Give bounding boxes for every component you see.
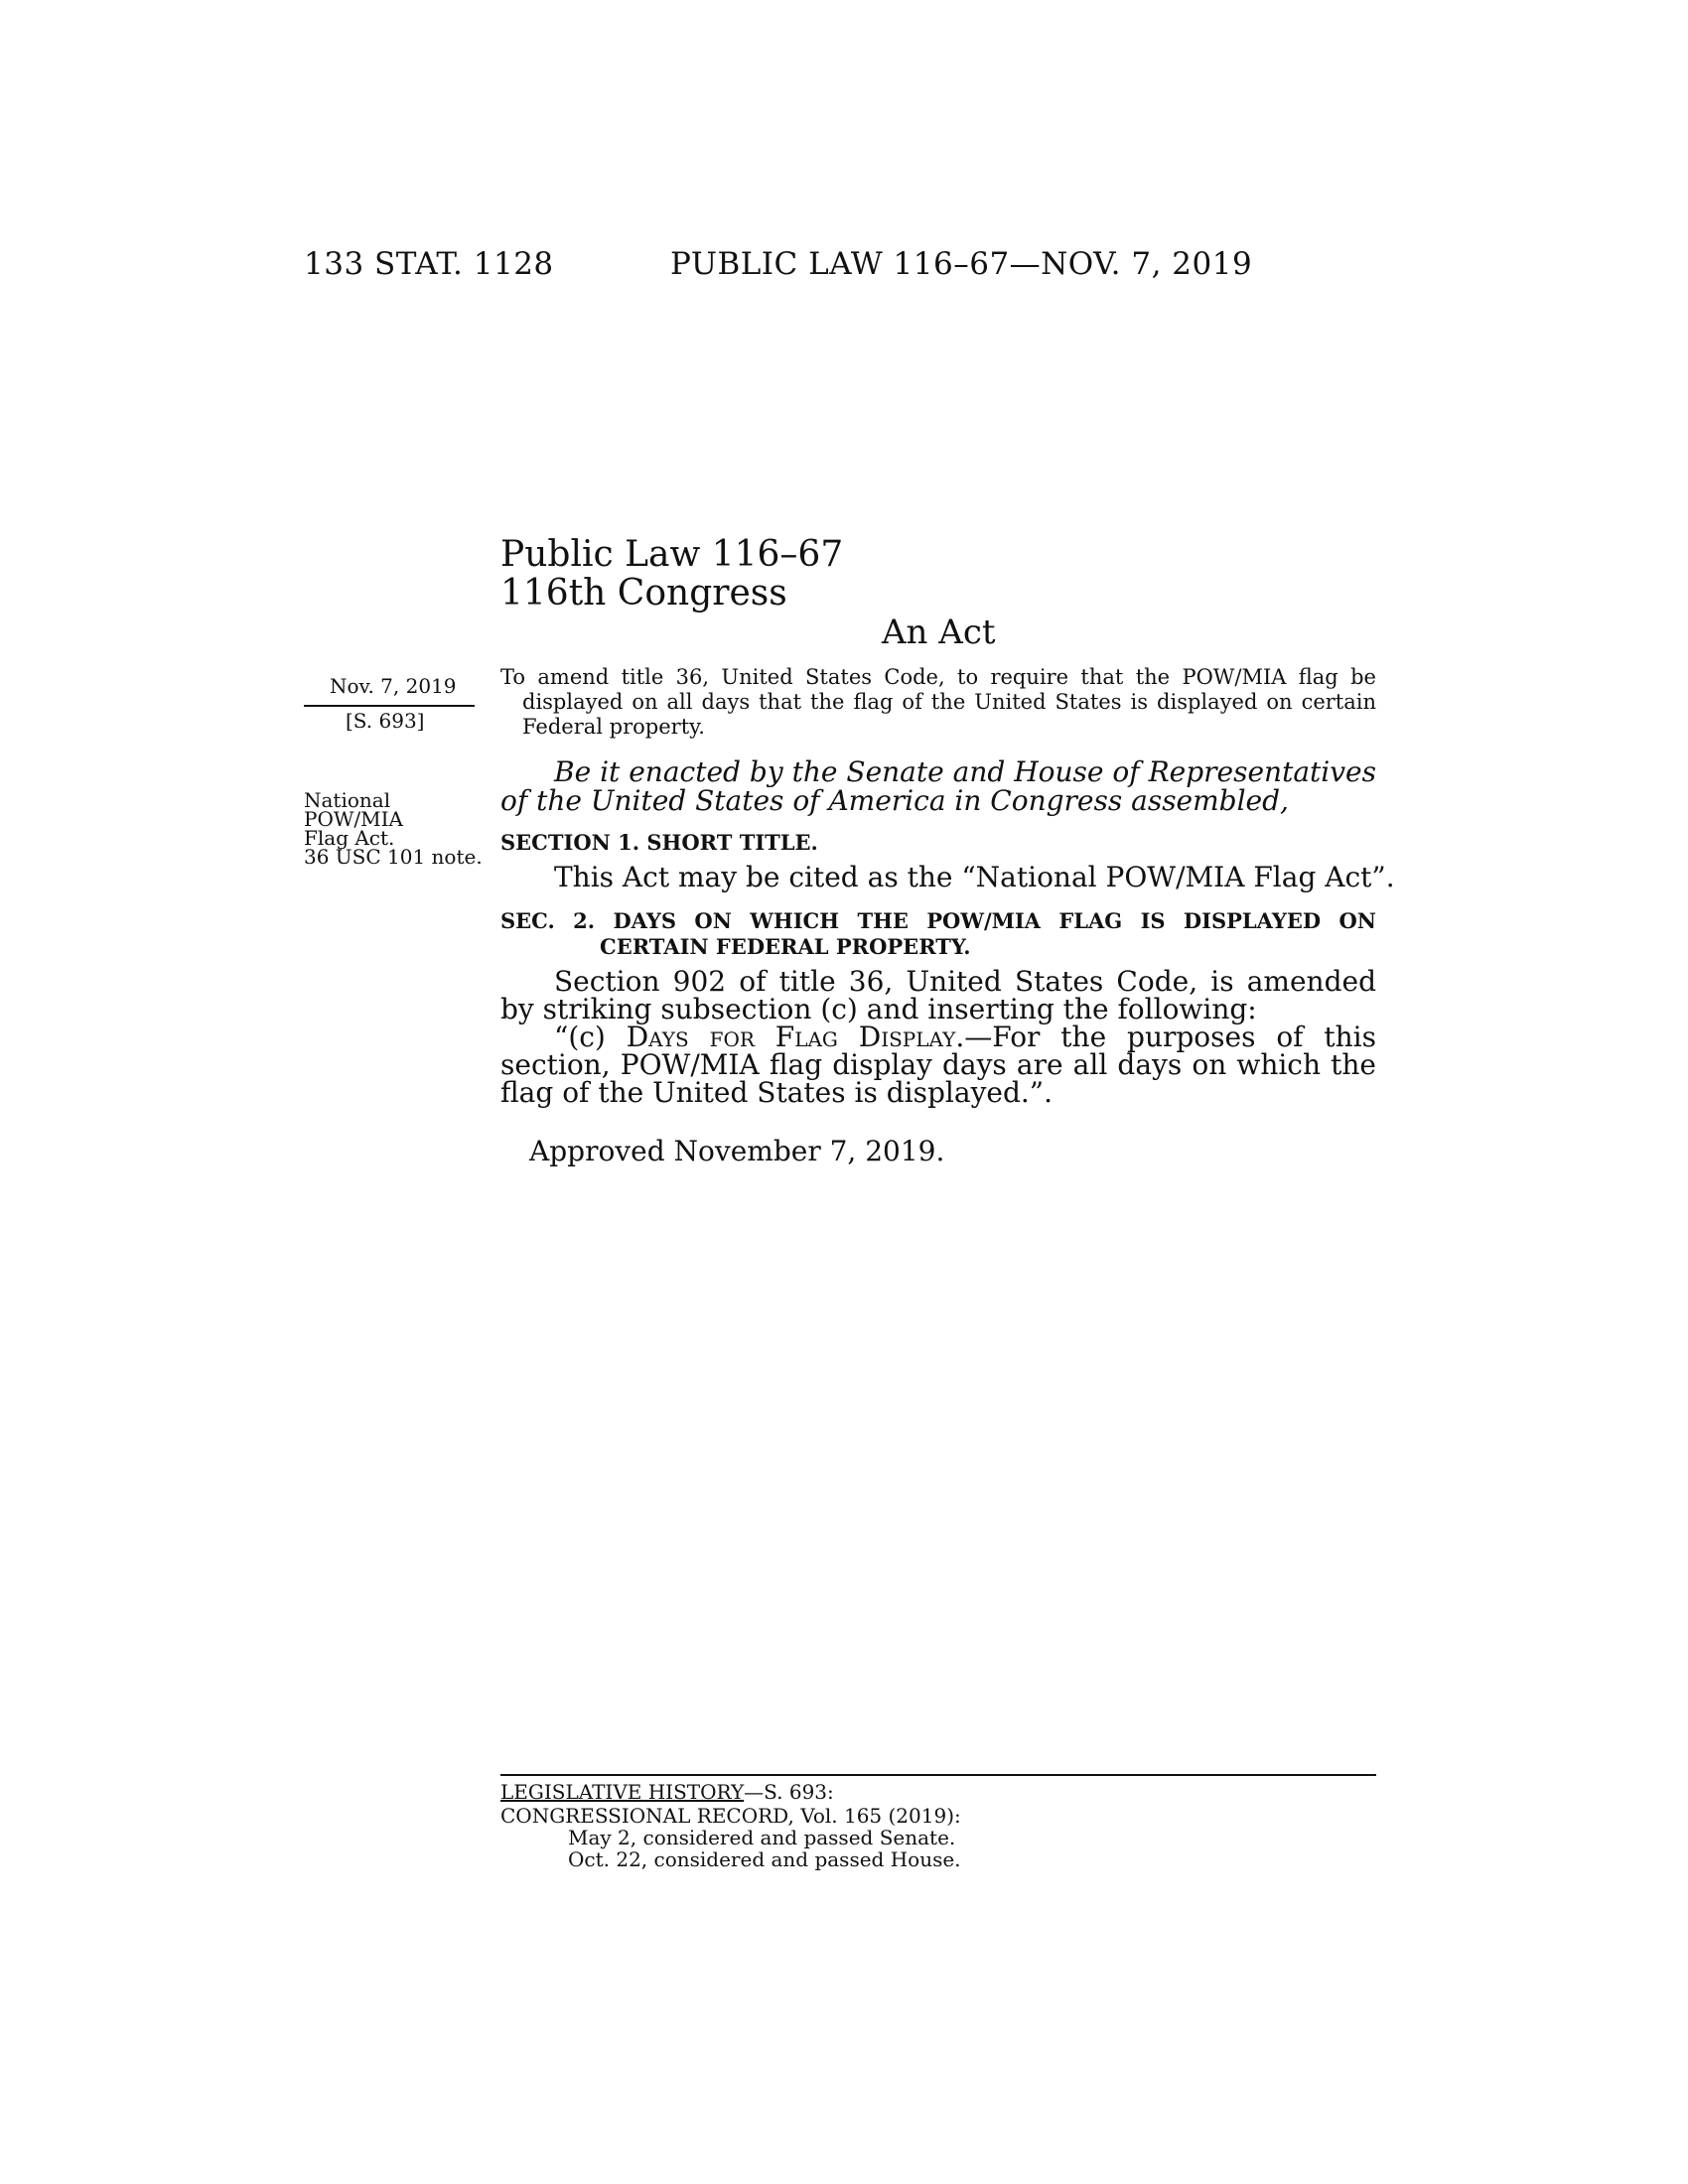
act-heading: An Act [882,613,996,652]
section-2-body [500,965,1377,1109]
margin-short-title-line: National [304,788,391,812]
margin-date-note: Nov. 7, 2019 [330,674,457,698]
legislative-history-divider [500,1774,1376,1776]
margin-short-title-line: POW/MIA [304,807,403,831]
subsection-prefix: “(c) [554,1021,627,1053]
subsection-caption: Days for Flag Display [626,1021,956,1053]
margin-divider [304,705,475,707]
section-1-text: This Act may be cited as the “National POW/MIA Flag Act”. [554,861,1395,893]
section-2-inserted-subsection [500,1021,1377,1109]
subsection-text: For the purposes of this section, POW/MIA flag display days are all days on which the flag of the United States is displayed.”. [500,1021,1377,1109]
margin-short-title-note [304,788,492,869]
history-entry: May 2, considered and passed Senate. [568,1826,956,1849]
legislative-history-bill: —S. 693: [744,1780,834,1804]
section-1-heading: SECTION 1. SHORT TITLE. [500,830,818,855]
margin-usc-note: 36 USC 101 note. [304,845,483,869]
legislative-history-label: LEGISLATIVE HISTORY [500,1780,745,1804]
section-2-paragraph: Section 902 of title 36, United States Code, is amended by striking subsection (c) and inserting the following: [500,965,1376,1025]
congress-number: 116th Congress [500,573,787,614]
subsection-dash: .— [955,1021,993,1053]
running-header-law-date: PUBLIC LAW 116–67—NOV. 7, 2019 [670,246,1253,282]
approval-date: Approved November 7, 2019. [529,1135,945,1167]
margin-short-title-line: Flag Act. [304,826,395,850]
act-purpose: To amend title 36, United States Code, to require that the POW/MIA flag be displayed on all days that the flag of the United States is displayed on certain Federal property. [500,665,1376,739]
public-law-title: Public Law 116–67 [500,534,844,575]
margin-bill-number: [S. 693] [346,709,425,733]
legislative-history-title [500,1781,834,1803]
stat-citation: 133 STAT. 1128 [304,246,554,282]
enacting-clause: Be it enacted by the Senate and House of Representatives of the United States of America in Congress assembled, [500,755,1376,817]
history-entry: Oct. 22, considered and passed House. [568,1847,961,1871]
congressional-record: CONGRESSIONAL RECORD, Vol. 165 (2019): [500,1804,961,1828]
section-2-heading: SEC. 2. DAYS ON WHICH THE POW/MIA FLAG IS DISPLAYED ON CERTAIN FEDERAL PROPERTY. [500,908,1376,959]
